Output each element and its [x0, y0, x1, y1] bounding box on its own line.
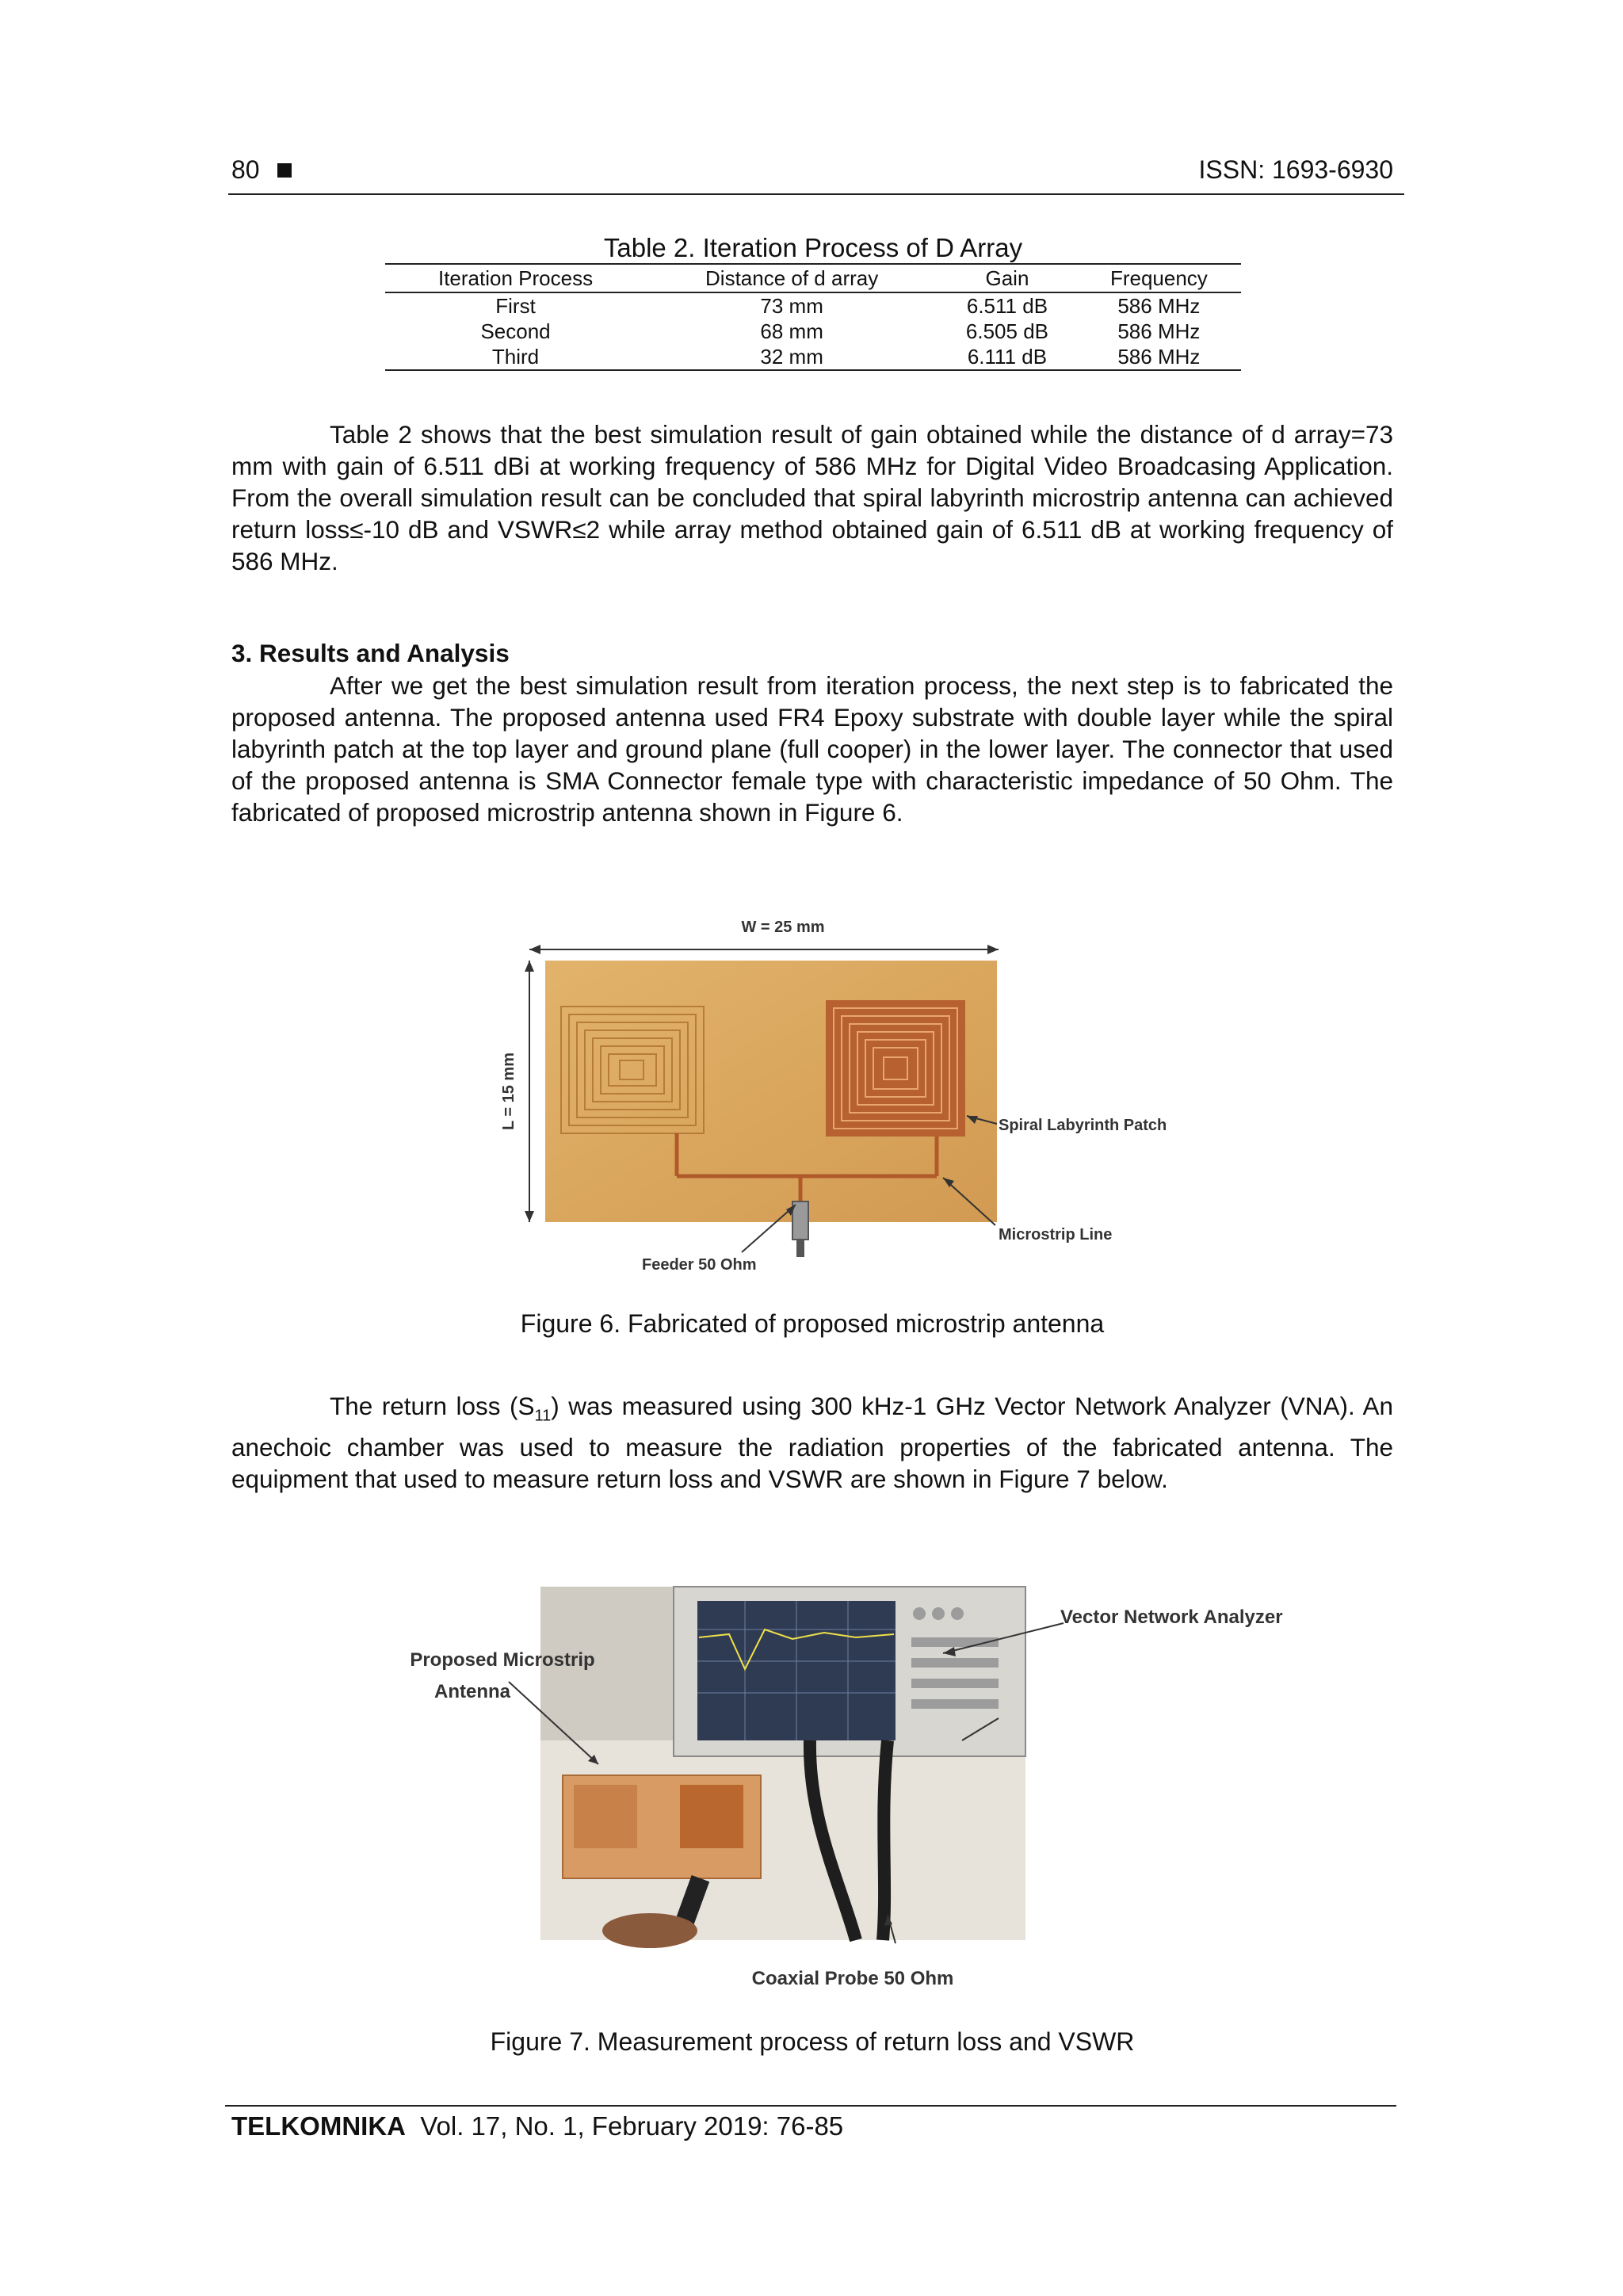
table-header-cell: Distance of d array	[646, 264, 938, 292]
table-row	[385, 319, 1241, 344]
table-header-cell: Gain	[938, 264, 1077, 292]
table2	[385, 263, 1241, 371]
table-cell: Second	[480, 319, 551, 343]
paragraph-table2-discussion: Table 2 shows that the best simulation result of gain obtained while the distance of d array=73 mm with gain of 6.511 dBi at working frequency of 586 MHz for Digital Video Broadcasing Application. From the overall simulation result can be concluded that spiral labyrinth microstrip antenna can achieved return loss≤-10 dB and VSWR≤2 while array method obtained gain of 6.511 dB at working frequency of 586 MHz.	[231, 420, 1393, 575]
antenna-label-line2: Antenna	[434, 1681, 510, 1702]
width-label: W = 25 mm	[741, 919, 825, 936]
page-header-left	[231, 155, 292, 185]
figure6-caption: Figure 6. Fabricated of proposed microstrip antenna	[520, 1309, 1105, 1338]
table-row	[385, 344, 1241, 370]
table-cell: 68 mm	[760, 319, 823, 343]
journal-name: TELKOMNIKA	[231, 2111, 406, 2141]
issn-label: ISSN: 1693-6930	[1198, 155, 1393, 184]
paragraph-measurement	[231, 1390, 1393, 1495]
section-heading: 3. Results and Analysis	[231, 639, 510, 667]
table-header-cell: Frequency	[1077, 264, 1241, 292]
table-cell: Third	[385, 344, 646, 370]
paragraph-results: After we get the best simulation result from iteration process, the next step is to fabricated the proposed antenna. The proposed antenna used FR4 Epoxy substrate with double layer while the spiral labyrinth patch at the top layer and ground plane (full cooper) in the lower layer. The connector that used of the proposed antenna is SMA Connector female type with characteristic impedance of 50 Ohm. The fabricated of proposed microstrip antenna shown in Figure 6.	[231, 671, 1393, 827]
header-rule	[228, 193, 1404, 195]
length-label: L = 15 mm	[500, 1052, 517, 1131]
figure7-measurement-photo	[333, 1582, 1316, 2002]
table-header-cell: Iteration Process	[385, 264, 646, 292]
table-cell: 6.505 dB	[965, 319, 1048, 343]
table-header-row	[385, 264, 1241, 292]
hand	[602, 1913, 697, 1948]
patch-label: Spiral Labyrinth Patch	[999, 1117, 1167, 1134]
right-spiral-patch	[826, 1000, 965, 1137]
table-cell: 586 MHz	[1077, 344, 1241, 370]
footer-rule	[225, 2105, 1396, 2107]
table-cell: 32 mm	[646, 344, 938, 370]
microstrip-line-label: Microstrip Line	[999, 1226, 1113, 1244]
antenna-label-line1: Proposed Microstrip	[410, 1649, 595, 1671]
citation: Vol. 17, No. 1, February 2019: 76-85	[420, 2111, 844, 2141]
table-cell: 73 mm	[760, 294, 823, 318]
page-footer	[231, 2111, 843, 2141]
table-cell: 586 MHz	[1117, 294, 1201, 318]
text-run: ) was measured using 300 kHz-1 GHz Vector Network Analyzer (VNA). An anechoic chamber was used to measure the radiation properties of the fabricated antenna. The equipment that used to measure return loss and VSWR are shown in Figure 7 below.	[231, 1392, 1393, 1494]
feeder-label: Feeder 50 Ohm	[642, 1256, 757, 1274]
table-cell: First	[495, 294, 536, 318]
sma-connector	[792, 1201, 808, 1240]
coaxial-cable	[883, 1740, 888, 1940]
table-cell: 6.511 dB	[966, 294, 1048, 318]
vna-label: Vector Network Analyzer	[1060, 1606, 1283, 1628]
table-cell: 586 MHz	[1117, 319, 1201, 343]
table-cell: 6.111 dB	[938, 344, 1077, 370]
figure6-antenna-image	[475, 911, 1173, 1284]
figure7-caption: Figure 7. Measurement process of return loss and VSWR	[490, 2027, 1135, 2056]
table2-caption: Table 2. Iteration Process of D Array	[603, 233, 1023, 262]
probe-label: Coaxial Probe 50 Ohm	[751, 1968, 954, 1989]
subscript: 11	[534, 1407, 552, 1425]
page-number: 80	[231, 155, 260, 184]
table-row	[385, 292, 1241, 319]
square-bullet-icon	[277, 163, 292, 178]
text-run: The return loss (S	[330, 1392, 535, 1420]
